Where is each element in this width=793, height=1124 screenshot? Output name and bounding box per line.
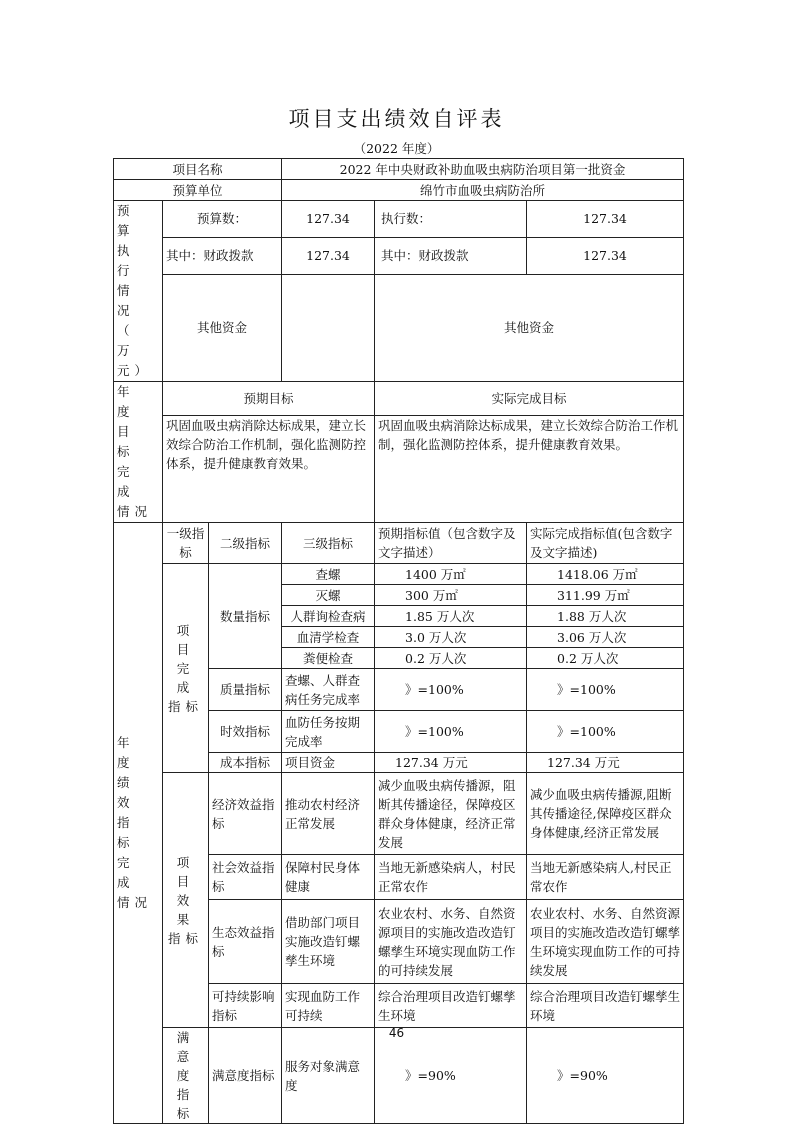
actual-value: 》=100% (527, 669, 684, 711)
page-number: 46 (388, 1026, 405, 1040)
indicator-name: 服务对象满意度 (282, 1028, 375, 1124)
evaluation-table (113, 158, 684, 1124)
indicator-name: 血清学检查 (282, 627, 375, 648)
page-title: 项目支出绩效自评表 (288, 107, 505, 131)
project-name-label: 项目名称 (114, 159, 282, 180)
budget-amount-value: 127.34 (282, 201, 375, 238)
actual-value: 综合治理项目改造钉螺孳生环境 (527, 984, 684, 1028)
quantity-indicator-label: 数量指标 (209, 564, 282, 669)
output-indicators-label: 项 目 完 成 指标 (163, 564, 209, 773)
other-funds-value (282, 274, 375, 381)
indicator-name: 粪便检查 (282, 648, 375, 669)
indicator-name: 查螺 (282, 564, 375, 585)
cost-indicator-label: 成本指标 (209, 753, 282, 773)
expected-value: 农业农村、水务、自然资源项目的实施改造改造钉螺孳生环境实现血防工作的可持续发展 (375, 900, 527, 984)
actual-value: 》=100% (527, 711, 684, 753)
actual-value: 311.99 万㎡ (527, 585, 684, 606)
fiscal-funding-executed-value: 127.34 (527, 237, 684, 274)
budget-unit-label: 预算单位 (114, 180, 282, 201)
goals-side-label: 年 度 目 标 完 成 情况 (114, 382, 163, 523)
expected-value: 1.85 万人次 (375, 606, 527, 627)
fiscal-funding-label: 其中：财政拨款 (163, 237, 282, 274)
level2-header: 二级指标 (209, 523, 282, 564)
sustainability-label: 可持续影响指标 (209, 984, 282, 1028)
expected-goal-text: 巩固血吸虫病消除达标成果，建立长效综合防治工作机制，强化监测防控体系，提升健康教育效果。 (163, 416, 375, 523)
actual-value: 1.88 万人次 (527, 606, 684, 627)
expected-value: 127.34 万元 (375, 753, 527, 773)
actual-value: 1418.06 万㎡ (527, 564, 684, 585)
satisfaction-sub-label: 满意度指标 (209, 1028, 282, 1124)
actual-value: 农业农村、水务、自然资源项目的实施改造改造钉螺孳生环境实现血防工作的可持续发展 (527, 900, 684, 984)
indicator-name: 实现血防工作可持续 (282, 984, 375, 1028)
expected-value: 减少血吸虫病传播源，阻断其传播途径，保障疫区群众身体健康，经济正常发展 (375, 773, 527, 855)
actual-value-header: 实际完成指标值(包含数字及文字描述) (527, 523, 684, 564)
fiscal-funding-value: 127.34 (282, 237, 375, 274)
expected-value: 》=90% (375, 1028, 527, 1124)
year-label: （2022 年度） (353, 141, 440, 156)
project-name-value: 2022 年中央财政补助血吸虫病防治项目第一批资金 (282, 159, 684, 180)
actual-value: 当地无新感染病人,村民正常农作 (527, 855, 684, 900)
actual-goal-text: 巩固血吸虫病消除达标成果，建立长效综合防治工作机制，强化监测防控体系，提升健康教育效果。 (375, 416, 684, 523)
indicator-name: 借助部门项目实施改造钉螺孳生环境 (282, 900, 375, 984)
expected-value: 》=100% (375, 669, 527, 711)
actual-value: 减少血吸虫病传播源,阻断其传播途径,保障疫区群众身体健康,经济正常发展 (527, 773, 684, 855)
indicator-name: 保障村民身体健康 (282, 855, 375, 900)
expected-value: 300 万㎡ (375, 585, 527, 606)
effect-indicators-label: 项 目 效 果 指标 (163, 773, 209, 1028)
indicator-name: 人群询检查病 (282, 606, 375, 627)
expected-value: 当地无新感染病人，村民正常农作 (375, 855, 527, 900)
other-funds-executed-label: 其他资金 (375, 274, 684, 381)
expected-value: 0.2 万人次 (375, 648, 527, 669)
fiscal-funding-executed-label: 其中：财政拨款 (375, 237, 527, 274)
indicator-name: 血防任务按期完成率 (282, 711, 375, 753)
timeliness-indicator-label: 时效指标 (209, 711, 282, 753)
actual-value: 0.2 万人次 (527, 648, 684, 669)
executed-amount-label: 执行数： (375, 201, 527, 238)
expected-value: 综合治理项目改造钉螺孳生环境 (375, 984, 527, 1028)
actual-value: 3.06 万人次 (527, 627, 684, 648)
expected-value: 》=100% (375, 711, 527, 753)
expected-value: 1400 万㎡ (375, 564, 527, 585)
level1-header: 一级指标 (163, 523, 209, 564)
expected-value: 3.0 万人次 (375, 627, 527, 648)
actual-goal-header: 实际完成目标 (375, 382, 684, 416)
expected-goal-header: 预期目标 (163, 382, 375, 416)
indicator-name: 灭螺 (282, 585, 375, 606)
social-benefit-label: 社会效益指标 (209, 855, 282, 900)
expected-value-header: 预期指标值（包含数字及文字描述） (375, 523, 527, 564)
indicator-name: 推动农村经济正常发展 (282, 773, 375, 855)
actual-value: 127.34 万元 (527, 753, 684, 773)
economic-benefit-label: 经济效益指标 (209, 773, 282, 855)
ecological-benefit-label: 生态效益指标 (209, 900, 282, 984)
actual-value: 》=90% (527, 1028, 684, 1124)
indicator-name: 项目资金 (282, 753, 375, 773)
budget-amount-label: 预算数： (163, 201, 282, 238)
budget-unit-value: 绵竹市血吸虫病防治所 (282, 180, 684, 201)
budget-side-label: 预 算 执 行 情 况 （ 万 元） (114, 201, 163, 382)
satisfaction-indicators-label: 满 意 度 指 标 (163, 1028, 209, 1124)
executed-amount-value: 127.34 (527, 201, 684, 238)
indicator-name: 查螺、人群查病任务完成率 (282, 669, 375, 711)
quality-indicator-label: 质量指标 (209, 669, 282, 711)
other-funds-label: 其他资金 (163, 274, 282, 381)
indicators-side-label: 年 度 绩 效 指 标 完 成 情况 (114, 523, 163, 1124)
level3-header: 三级指标 (282, 523, 375, 564)
